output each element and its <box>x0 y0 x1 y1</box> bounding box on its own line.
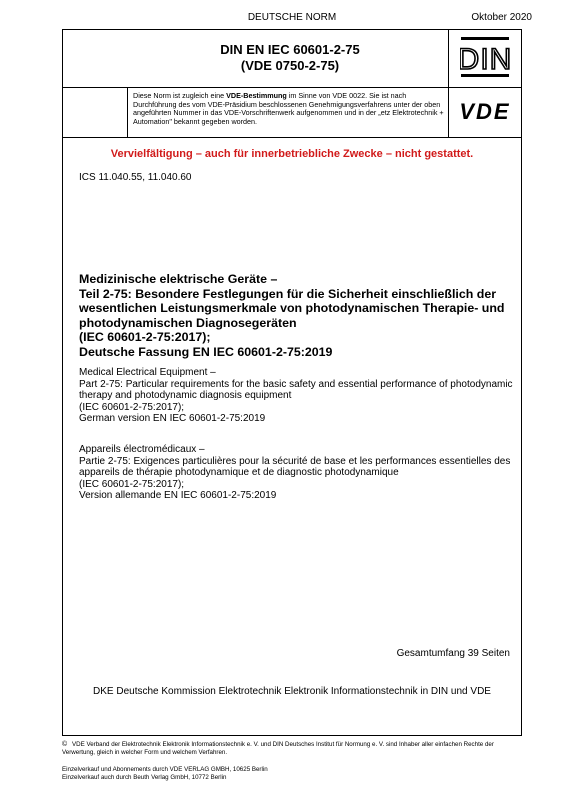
document-header <box>62 12 532 26</box>
vde-logo-text: VDE <box>459 100 511 122</box>
page-count: Gesamtumfang 39 Seiten <box>396 648 510 659</box>
vde-determination-note: Diese Norm ist zugleich eine VDE-Bestimmung im Sinne von VDE 0022. Sie ist nach Durchführung des vom VDE-Präsidium beschlossenen Genehmigungsverfahrens unter der oben angeführten Nummer in das VDE-Vorschriftenwerk aufgenommen und in der „etz Elektrotechnik + Automation" bekannt gegeben worden. <box>133 91 444 126</box>
english-title: Medical Electrical Equipment – Part 2-75: Particular requirements for the basic safety and essential performance of photodynamic therapy and photodynamic diagnosis equipment (IEC 60601-2-75:2017); German version EN IEC 60601-2-75:2019 <box>79 367 513 425</box>
logo-column-divider <box>448 29 449 138</box>
vde-logo <box>454 100 516 122</box>
din-logo <box>460 36 510 78</box>
vde-bestimmung-label: VDE-Bestimmung <box>226 91 287 100</box>
dke-line: DKE Deutsche Kommission Elektrotechnik Elektronik Informationstechnik in DIN und VDE <box>93 686 491 697</box>
norm-type: DEUTSCHE NORM <box>247 12 337 23</box>
german-title: Medizinische elektrische Geräte – Teil 2-75: Besondere Festlegungen für die Sicherheit einschließlich der wesentlichen Leistungsmerkmale von photodynamischen Therapie- und photodynamischen Diagnosegeräten (IEC 60601-2-75:2017); Deutsche Fassung EN IEC 60601-2-75:2019 <box>79 272 505 359</box>
reproduction-warning: Vervielfältigung – auch für innerbetriebliche Zwecke – nicht gestattet. <box>110 148 474 160</box>
sales-line-beuth: Einzelverkauf auch durch Beuth Verlag GmbH, 10772 Berlin <box>62 774 227 781</box>
publication-date: Oktober 2020 <box>471 12 532 23</box>
sales-line-vde: Einzelverkauf und Abonnements durch VDE VERLAG GMBH, 10625 Berlin <box>62 766 268 773</box>
standard-number-vde: (VDE 0750-2-75) <box>240 58 340 73</box>
copyright-text: VDE Verband der Elektrotechnik Elektronik Informationstechnik e. V. und DIN Deutsches Institut für Normung e. V. sind Inhaber aller einfachen Rechte der Verwertung, gleich in welcher Form und welchem Verfahren. <box>62 741 494 756</box>
note-left-divider <box>127 88 128 138</box>
standard-number <box>170 42 410 74</box>
copyright-notice <box>62 741 522 756</box>
din-logo-text: DIN <box>460 43 510 76</box>
copyright-symbol: © <box>62 741 68 748</box>
standard-number-din: DIN EN IEC 60601-2-75 <box>220 42 360 57</box>
ics-codes: ICS 11.040.55, 11.040.60 <box>79 172 192 183</box>
french-title: Appareils électromédicaux – Partie 2-75: Exigences particulières pour la sécurité de base et les performances essentielles des appareils de thérapie photodynamique et de diagnostic photodynamique (IEC 60601-2-75:2017); Version allemande EN IEC 60601-2-75:2019 <box>79 444 511 502</box>
sales-info <box>62 766 522 782</box>
